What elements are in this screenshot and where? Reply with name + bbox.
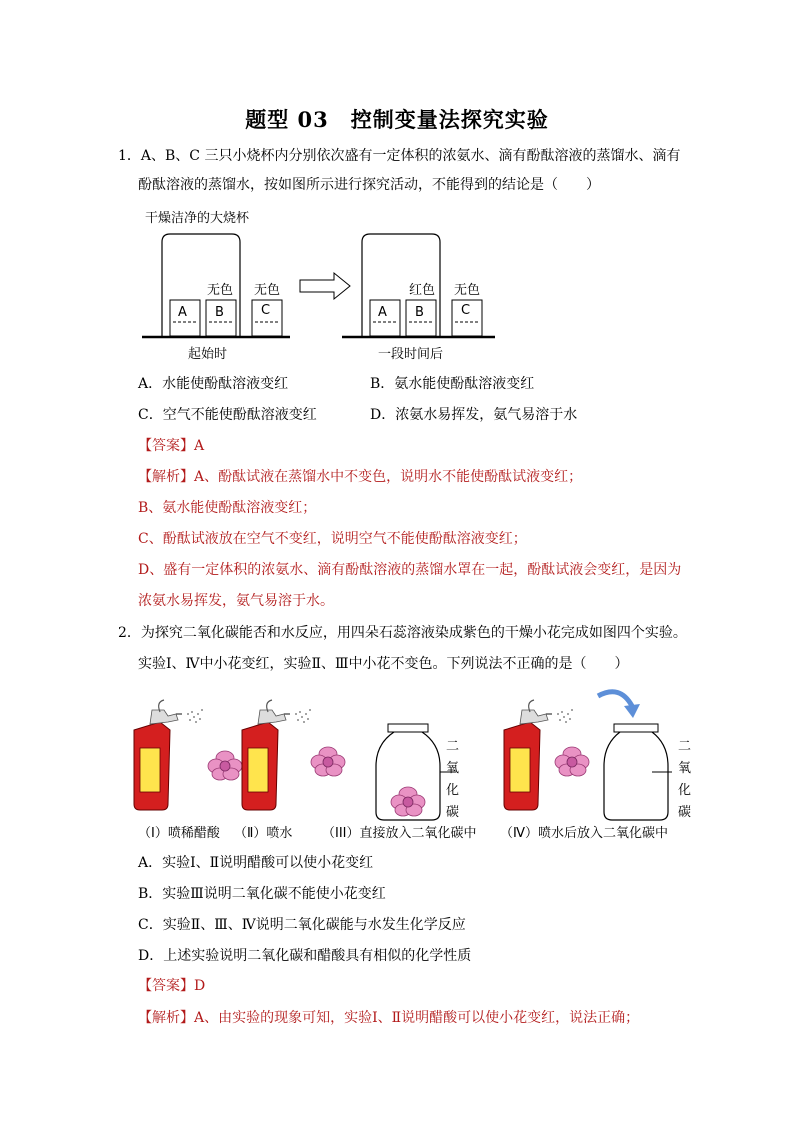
q1-analysis-line5: 浓氨水易挥发，氨气易溶于水。 — [138, 593, 334, 609]
q2-stem-line2: 实验Ⅰ、Ⅳ中小花变红，实验Ⅱ、Ⅲ中小花不变色。下列说法不正确的是（ ） — [138, 656, 629, 672]
beaker-b-right-label: B — [415, 305, 424, 320]
q2-answer — [138, 976, 205, 996]
co2-label-3-char-2: 氧 — [446, 761, 460, 776]
flower-4-icon — [555, 747, 589, 776]
co2-label-4-char-3: 化 — [678, 783, 692, 798]
q1-analysis-text-1: A、酚酞试液在蒸馏水中不变色，说明水不能使酚酞试液变红； — [194, 469, 583, 485]
q2-figure — [130, 684, 700, 834]
q1-option-c[interactable]: C．空气不能使酚酞溶液变红 — [138, 407, 317, 423]
q1-figure — [140, 204, 500, 366]
color-c-left: 无色 — [254, 283, 281, 298]
q1-analysis-line1 — [138, 467, 582, 487]
q2-stem-line1: 2．为探究二氧化碳能否和水反应，用四朵石蕊溶液染成紫色的干燥小花完成如图四个实验。 — [118, 625, 687, 641]
q2-option-d[interactable]: D．上述实验说明二氧化碳和醋酸具有相似的化学性质 — [138, 948, 472, 964]
q2-option-a[interactable]: A．实验Ⅰ、Ⅱ说明醋酸可以使小花变红 — [138, 855, 374, 871]
beaker-a-right-label: A — [378, 305, 387, 320]
sprayer-1-icon — [134, 700, 203, 810]
beaker-c-right-label: C — [461, 303, 471, 318]
q2-caption-1: （I）喷稀醋酸 — [138, 826, 220, 841]
color-b-left: 无色 — [207, 283, 234, 298]
jar-4-icon — [604, 724, 672, 820]
q2-option-b[interactable]: B．实验Ⅲ说明二氧化碳不能使小花变红 — [138, 886, 386, 902]
q1-option-d[interactable]: D．浓氨水易挥发，氨气易溶于水 — [370, 407, 578, 423]
beaker-a-left-label: A — [178, 305, 187, 320]
q2-analysis-label: 【解析】 — [138, 1010, 194, 1026]
sprayer-2-icon — [242, 700, 311, 810]
page-title: 题型 03 控制变量法探究实验 — [245, 107, 549, 132]
q1-analysis-line3: C、酚酞试液放在空气不变红，说明空气不能使酚酞溶液变红； — [138, 531, 527, 547]
q1-analysis-line4: D、盛有一定体积的浓氨水、滴有酚酞溶液的蒸馏水罩在一起，酚酞试液会变红，是因为 — [138, 562, 682, 578]
q2-option-c[interactable]: C．实验Ⅱ、Ⅲ、Ⅳ说明二氧化碳能与水发生化学反应 — [138, 917, 466, 933]
q2-analysis-line1 — [138, 1008, 639, 1028]
q1-stem-line1: 1．A、B、C 三只小烧杯内分别依次盛有一定体积的浓氨水、滴有酚酞溶液的蒸馏水、滴有 — [118, 148, 681, 164]
q1-fig-caption-right: 一段时间后 — [378, 347, 444, 362]
q1-option-a[interactable]: A．水能使酚酞溶液变红 — [138, 376, 289, 392]
co2-label-3-char-1: 二 — [446, 739, 460, 754]
flower-2-icon — [311, 747, 345, 776]
q1-fig-top-label: 干燥洁净的大烧杯 — [145, 211, 250, 226]
q2-caption-4: （Ⅳ）喷水后放入二氧化碳中 — [500, 826, 668, 841]
co2-label-4-char-4: 碳 — [678, 805, 692, 820]
curved-arrow-icon — [598, 692, 640, 718]
q2-analysis-text-1: A、由实验的现象可知，实验Ⅰ、Ⅱ说明醋酸可以使小花变红，说法正确； — [194, 1010, 640, 1026]
co2-label-3-char-3: 化 — [446, 783, 460, 798]
q1-stem-line2: 酚酞溶液的蒸馏水，按如图所示进行探究活动，不能得到的结论是（ ） — [138, 177, 600, 193]
q2-answer-value: D — [194, 978, 206, 994]
co2-label-4-char-2: 氧 — [678, 761, 692, 776]
q1-answer-value: A — [194, 438, 205, 454]
color-c-right: 无色 — [454, 283, 481, 298]
flower-1-icon — [208, 751, 242, 780]
q1-answer-label: 【答案】 — [138, 438, 194, 454]
flower-3-icon — [391, 787, 425, 816]
color-b-right: 红色 — [409, 283, 436, 298]
q1-analysis-label: 【解析】 — [138, 469, 194, 485]
q1-answer — [138, 436, 204, 456]
co2-label-4-char-1: 二 — [678, 739, 692, 754]
q1-analysis-line2: B、氨水能使酚酞溶液变红； — [138, 500, 317, 516]
beaker-b-left-label: B — [215, 305, 224, 320]
arrow-right-icon — [300, 273, 350, 299]
q1-fig-caption-left: 起始时 — [188, 347, 228, 362]
q2-caption-2: （Ⅱ）喷水 — [234, 826, 293, 841]
beaker-c-left-label: C — [261, 303, 271, 318]
q2-caption-3: （III）直接放入二氧化碳中 — [322, 826, 477, 841]
co2-label-3-char-4: 碳 — [446, 805, 460, 820]
q2-answer-label: 【答案】 — [138, 978, 194, 994]
q1-option-b[interactable]: B．氨水能使酚酞溶液变红 — [370, 376, 535, 392]
